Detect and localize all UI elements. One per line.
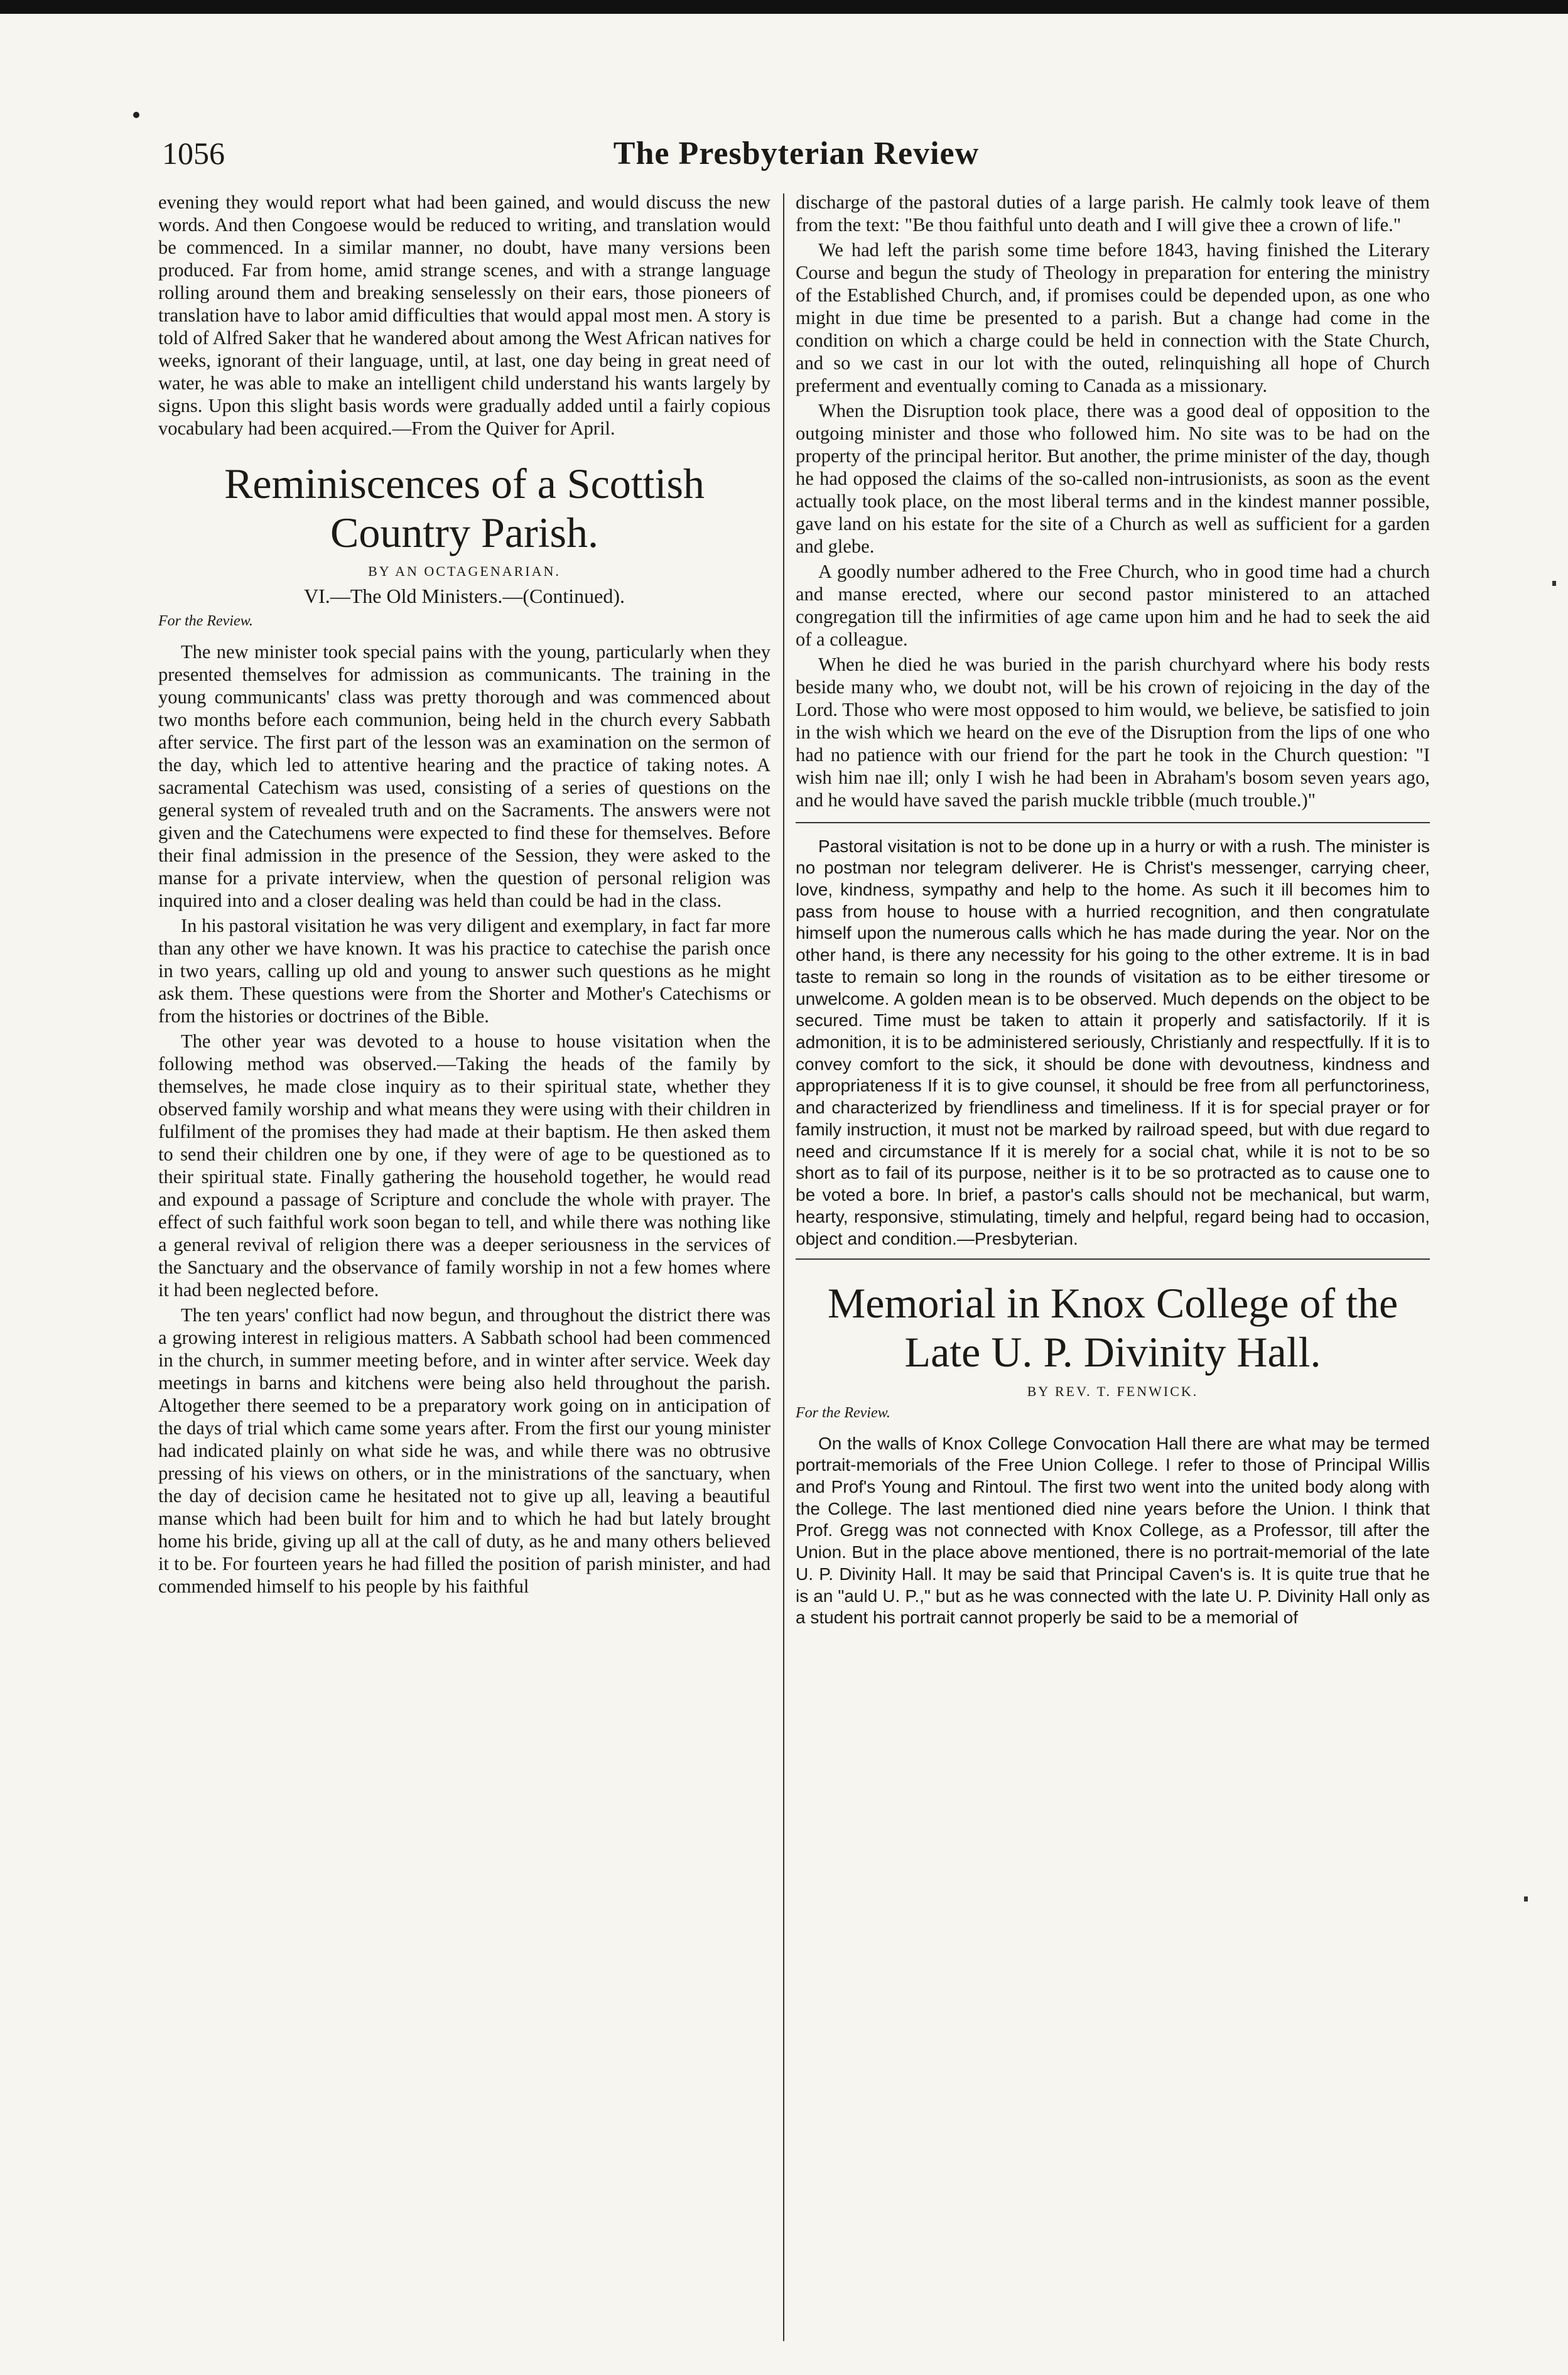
page-number: 1056 [162,136,225,171]
right-column [796,192,1430,2352]
for-review-note: For the Review. [158,613,253,630]
article-paragraph: The ten years' conflict had now begun, and throughout the district there was a growing interest in religious matters. A Sabbath school had been commenced in the church, in summer meeting before, and in winter after service. Week day meetings in barns and kitchens were being also held throughout the parish. Altogether there seemed to be a preparatory work going on in anticipation of the days of trial which came some years after. From the first our young minister had indicated plainly on what side he was, and while there was no obtrusive pressing of his views on others, or in the ministrations of the sanctuary, when the day of decision came he hesitated not to give up all, leaving a beautiful manse which had been built for him and to which he had but lately brought home his bride, giving up all at the call of duty, as he and many others believed it to be. For fourteen years he had filled the position of parish minister, and had commended himself to his people by his faithful [158,1304,770,1597]
page-header [162,135,1430,179]
margin-mark [1552,581,1556,586]
memorial-paragraph: On the walls of Knox College Convocation Hall there are what may be termed portrait-memorials of the Free Union College. I refer to those of Principal Willis and Prof's Young and Rintoul. The first two went into the united body along with the College. The last mentioned died nine years before the Union. I think that Prof. Gregg was not connected with Knox College, as a Professor, till after the Union. But in the place above mentioned, there is no portrait-memorial of the late U. P. Divinity Hall. It may be said that Principal Caven's is. It is quite true that he is an "auld U. P.," but as he was connected with the late U. P. Divinity Hall only as a student his portrait cannot properly be said to be a memorial of [796,1433,1430,1628]
memorial-byline: BY REV. T. FENWICK. [1027,1383,1199,1399]
article-title: Reminiscences of a Scottish Country Parish. [224,459,705,557]
column-divider [783,193,784,2341]
article-subtitle: VI.—The Old Ministers.—(Continued). [303,585,625,608]
article-paragraph: The other year was devoted to a house to house visitation when the following method was observed.—Taking the heads of the family by themselves, he made close inquiry as to their spiritual state, whether they observed family worship and what means they were using with their children in fulfilment of the promises they had made at their baptism. He then asked them to send their children one by one, if they were of age to be questioned as to their spiritual state. Finally gathering the household together, he would read and expound a passage of Scripture and conclude the whole with prayer. The effect of such faithful work soon began to tell, and while there was nothing like a general revival of religion there was a deeper seriousness in the services of the Sanctuary and the observance of family worship in not a few homes where it had been neglected before. [158,1030,770,1301]
article-paragraph: When the Disruption took place, there was a good deal of opposition to the outgoing minister and those who followed him. No site was to be had on the property of the principal heritor. But another, the prime minister of the day, though he had opposed the claims of the so-called non-intrusionists, as soon as the event actually took place, on the most liberal terms and in the kindest manner possible, gave land on his estate for the site of a Church as well as sufficient for a garden and glebe. [796,399,1430,557]
article-paragraph: The new minister took special pains with the young, particularly when they presented themselves for admission as communicants. The training in the young communicants' class was pretty thorough and was commenced about two months before each communion, being held in the church every Sabbath after service. The first part of the lesson was an examination on the sermon of the day, which led to attentive hearing and the practice of taking notes. A sacramental Catechism was used, consisting of a series of questions on the general system of revealed truth and on the Sacraments. The answers were not given and the Catechumens were expected to find these for themselves. Before their final admission in the presence of the Session, they were asked to the manse for a private interview, when the question of personal religion was inquired into and a closer dealing was held than could be had in the class. [158,641,770,912]
article-paragraph: discharge of the pastoral duties of a large parish. He calmly took leave of them from the text: "Be thou faithful unto death and I will give thee a crown of life." [796,192,1430,235]
article-byline: BY AN OCTAGENARIAN. [368,563,561,580]
pastoral-visitation-box [796,822,1430,1260]
memorial-article [796,1279,1430,1629]
memorial-title: Memorial in Knox College of the Late U. P. Divinity Hall. [827,1279,1398,1377]
journal-title: The Presbyterian Review [613,136,980,171]
page-top-border [0,0,1568,14]
margin-mark [133,112,139,118]
article-paragraph: In his pastoral visitation he was very diligent and exemplary, in fact far more than any other we have known. It was his practice to catechise the parish once in two years, calling up old and young to answer such questions as he might ask them. These questions were from the Shorter and Mother's Catechisms or from the histories or doctrines of the Bible. [158,915,770,1027]
margin-mark [1524,1896,1528,1902]
article-paragraph: We had left the parish some time before 1843, having finished the Literary Course and begun the study of Theology in preparation for entering the ministry of the Established Church, and, if promises could be depended upon, as one who might in due time be presented to a parish. But a change had come in the condition on which a charge could be held in connection with the State Church, and so we cast in our lot with the outed, relinquishing all hope of Church preferment and eventually coming to Canada as a missionary. [796,239,1430,396]
article-paragraph: A goodly number adhered to the Free Church, who in good time had a church and manse erected, where our second pastor ministered to an attached congregation till the infirmities of age came upon him and he had to seek the aid of a colleague. [796,560,1430,650]
left-column [158,192,770,2352]
pastoral-visitation-text: Pastoral visitation is not to be done up in a hurry or with a rush. The minister is no postman nor telegram deliverer. He is Christ's messenger, carrying cheer, love, kindness, sympathy and help to the home. As such it ill becomes him to pass from house to house with a hurried recognition, and then congratulate himself upon the numerous calls which he has made during the year. Nor on the other hand, is there any necessity for his going to the other extreme. It is in bad taste to remain so long in the rounds of visitation as to be either tiresome or unwelcome. A golden mean is to be observed. Much depends on the object to be secured. Time must be taken to attain it properly and satisfactorily. If it is admonition, it is to be administered seriously, Christianly and respectfully. If it is to convey comfort to the sick, it should be done with devoutness, kindness and appropriateness If it is to give counsel, it should be free from all perfunctoriness, and characterized by friendliness and timeliness. If it is for special prayer or for family instruction, it must not be marked by railroad speed, but with due regard to need and circumstance If it is merely for a social chat, while it is not to be so short as to fail of its purpose, neither is it to be so protracted as to cause one to be voted a bore. In brief, a pastor's calls should not be mechanical, but warm, hearty, responsive, stimulating, timely and helpful, regard being had to occasion, object and condition.—Presbyterian. [796,836,1430,1248]
memorial-for-review-note: For the Review. [796,1404,890,1421]
continued-paragraph: evening they would report what had been gained, and would discuss the new words. And then Congoese would be reduced to writing, and translation would be commenced. In a similar manner, no doubt, have many versions been produced. Far from home, amid strange scenes, and with a strange language rolling around them and breaking senselessly on their ears, those pioneers of translation have to labor amid difficulties that would appal most men. A story is told of Alfred Saker that he wandered about among the West African natives for weeks, ignorant of their language, until, at last, one day being in great need of water, he was able to make an intelligent child understand his wants largely by signs. Upon this slight basis words were gradually added until a fairly copious vocabulary had been acquired.—From the Quiver for April. [158,192,770,439]
article-paragraph: When he died he was buried in the parish churchyard where his body rests beside many who, we doubt not, will be his crown of rejoicing in the day of the Lord. Those who were most opposed to him would, we believe, be satisfied to join in the wish which we heard on the eve of the Disruption from the lips of one who had no patience with our friend for the part he took in the Church question: "I wish him nae ill; only I wish he had been in Abraham's bosom seven years ago, and he would have saved the parish muckle tribble (much trouble.)" [796,653,1430,811]
